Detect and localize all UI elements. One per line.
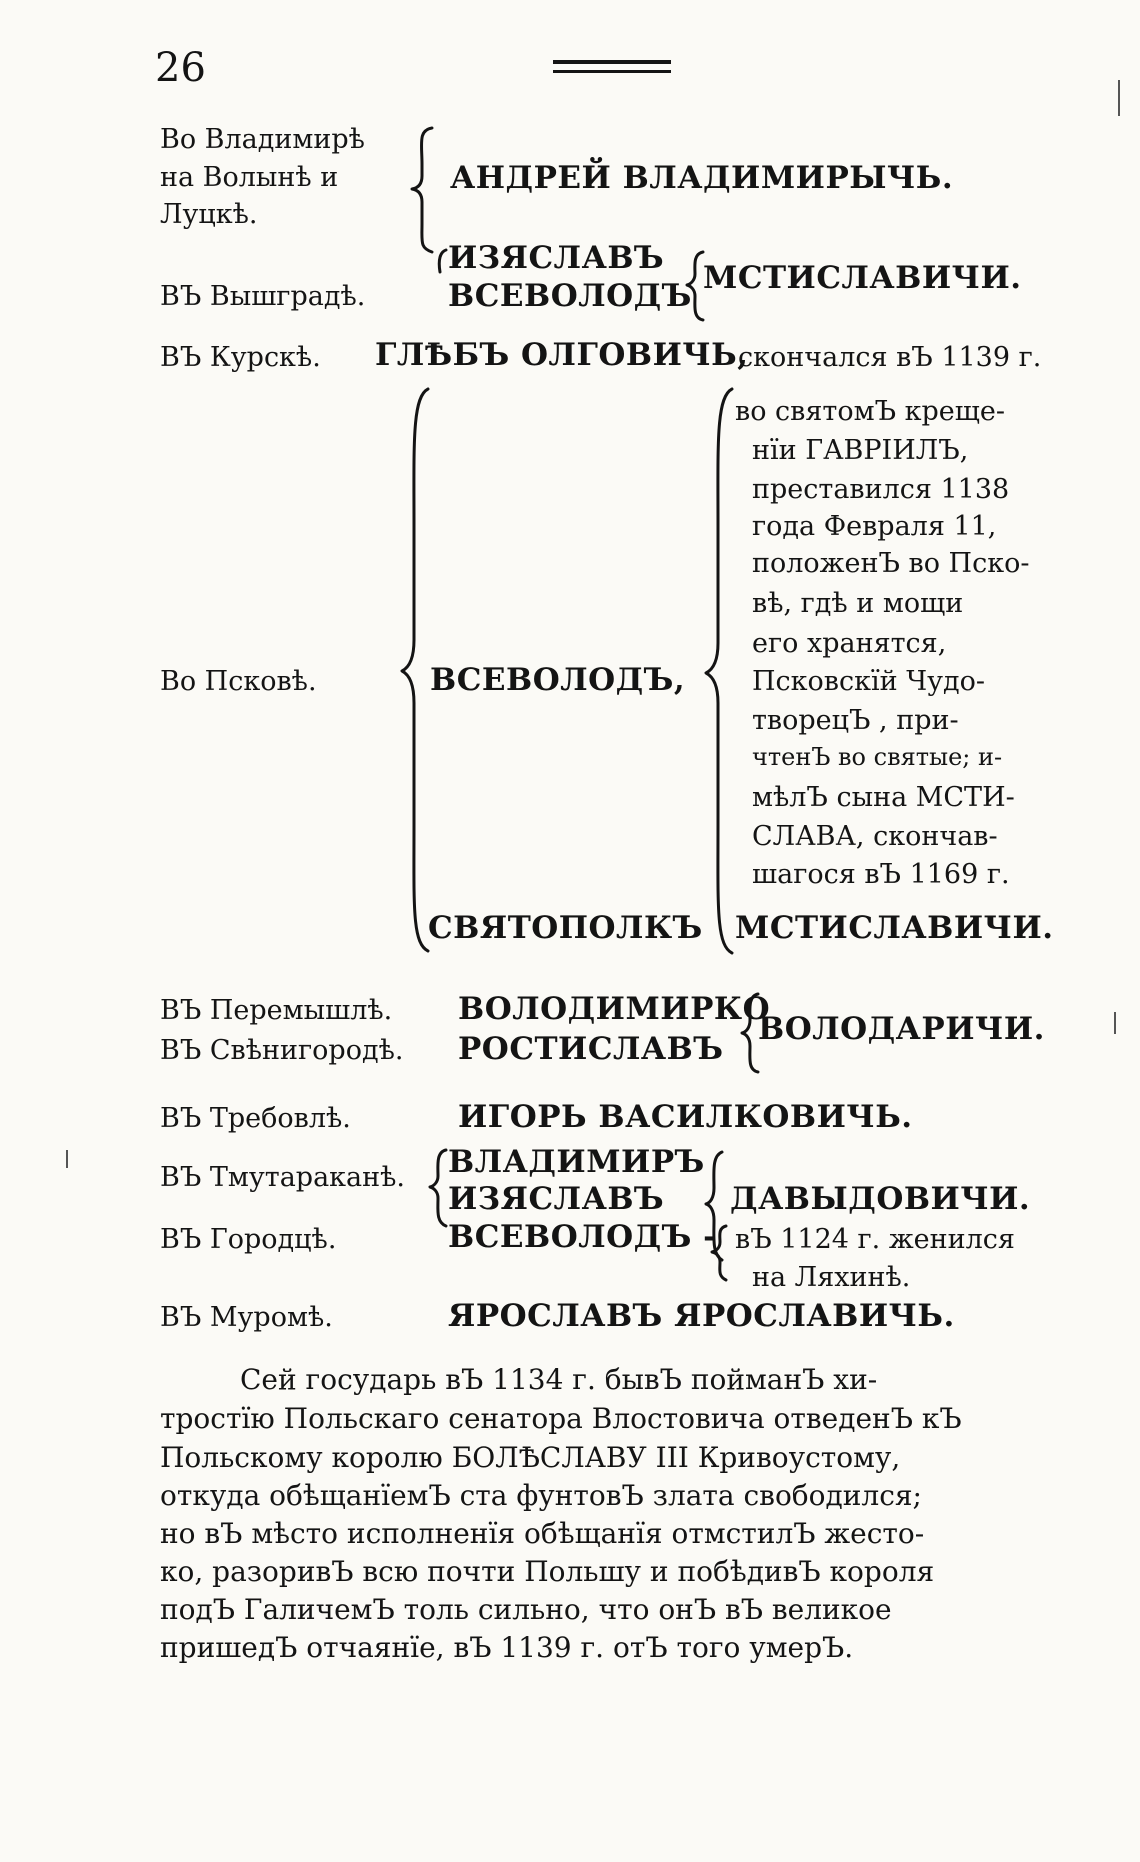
paragraph-line: откуда обѣщанїемЪ ста фунтовЪ злата свободился;	[160, 1479, 922, 1512]
place-label: ВЪ Перемышлѣ.	[160, 995, 393, 1026]
note-line: года Февраля 11,	[752, 511, 997, 542]
note-line: творецЪ , при-	[752, 705, 959, 736]
ruler-name: ГЛѢБЪ ОЛГОВИЧЬ,	[375, 337, 749, 373]
place-label: ВЪ Требовлѣ.	[160, 1103, 351, 1134]
page-number: 26	[155, 45, 206, 91]
paragraph-line: подЪ ГаличемЪ толь сильно, что онЪ вЪ великое	[160, 1593, 892, 1626]
header-rule	[553, 60, 671, 64]
place-label: Во Владимирѣ	[160, 124, 365, 155]
ruler-name: ВЛАДИМИРЪ	[448, 1144, 705, 1180]
ruler-note: вЪ 1124 г. женился	[735, 1224, 1015, 1255]
place-label: ВЪ Курскѣ.	[160, 342, 321, 373]
note-line: шагося вЪ 1169 г.	[752, 859, 1010, 890]
paragraph-line: тростїю Польскаго сенатора Влостовича отведенЪ кЪ	[160, 1402, 962, 1435]
ruler-name: ВСЕВОЛОДЪ,	[430, 662, 686, 698]
ruler-name: ИЗЯСЛАВЪ	[448, 1181, 665, 1217]
scan-mark	[1114, 1012, 1116, 1034]
place-label: Во Псковѣ.	[160, 666, 317, 697]
ruler-name: АНДРЕЙ ВЛАДИМИРЫЧЬ.	[450, 160, 954, 196]
paragraph-line: ко, разоривЪ всю почти Польшу и побѣдивЪ короля	[160, 1555, 935, 1588]
note-line: его хранятся,	[752, 628, 947, 659]
ruler-name: ИЗЯСЛАВЪ	[448, 240, 665, 276]
place-label: ВЪ Вышградѣ.	[160, 281, 366, 312]
ruler-name: СВЯТОПОЛКЪ	[428, 910, 703, 946]
note-line: мѣлЪ сына МСТИ-	[752, 782, 1015, 813]
brace	[702, 385, 742, 957]
ruler-name: ИГОРЬ ВАСИЛКОВИЧЬ.	[458, 1099, 913, 1135]
ruler-name: ВСЕВОЛОДЪ	[448, 278, 692, 314]
note-line: Псковскїй Чудо-	[752, 666, 985, 697]
place-label: ВЪ Городцѣ.	[160, 1224, 337, 1255]
family-name: МСТИСЛАВИЧИ.	[735, 910, 1054, 946]
paragraph-line: Польскому королю БОЛѢСЛАВУ III Кривоустому,	[160, 1441, 901, 1474]
scan-mark	[1118, 80, 1120, 116]
note-line: чтенЪ во святые; и-	[752, 743, 1003, 771]
paragraph-line: пришедЪ отчаянїе, вЪ 1139 г. отЪ того умерЪ.	[160, 1631, 854, 1664]
family-name: МСТИСЛАВИЧИ.	[703, 260, 1022, 296]
ruler-name: ВСЕВОЛОДЪ -	[448, 1219, 717, 1255]
ruler-note: на Ляхинѣ.	[752, 1262, 911, 1293]
brace	[708, 1222, 738, 1284]
brace	[408, 124, 448, 254]
paragraph-line: Сей государь вЪ 1134 г. бывЪ пойманЪ хи-	[240, 1363, 878, 1396]
paragraph-line: но вЪ мѣсто исполненїя обѣщанїя отмстилЪ жесто-	[160, 1517, 925, 1550]
scan-mark	[66, 1150, 68, 1168]
place-label: на Волынѣ и	[160, 162, 339, 193]
family-name: ВОЛОДАРИЧИ.	[758, 1011, 1045, 1047]
place-label: ВЪ Свѣнигородѣ.	[160, 1035, 404, 1066]
header-rule-lower	[553, 70, 671, 73]
note-line: нїи ГАВРІИЛЪ,	[752, 435, 969, 466]
place-label: ВЪ Муромѣ.	[160, 1302, 333, 1333]
family-name: ДАВЫДОВИЧИ.	[730, 1181, 1031, 1217]
note-line: вѣ, гдѣ и мощи	[752, 588, 964, 619]
ruler-name: ВОЛОДИМИРКО	[458, 991, 771, 1027]
ruler-name: ЯРОСЛАВЪ ЯРОСЛАВИЧЬ.	[448, 1298, 955, 1334]
place-label: Луцкѣ.	[160, 199, 258, 230]
note-line: положенЪ во Пско-	[752, 548, 1030, 579]
note-line: преставился 1138	[752, 474, 1010, 505]
ruler-name: РОСТИСЛАВЪ	[458, 1031, 724, 1067]
ruler-note: скончался вЪ 1139 г.	[738, 342, 1042, 373]
place-label: ВЪ Тмутараканѣ.	[160, 1162, 406, 1193]
note-line: СЛАВА, скончав-	[752, 821, 998, 852]
note-line: во святомЪ креще-	[735, 396, 1005, 427]
